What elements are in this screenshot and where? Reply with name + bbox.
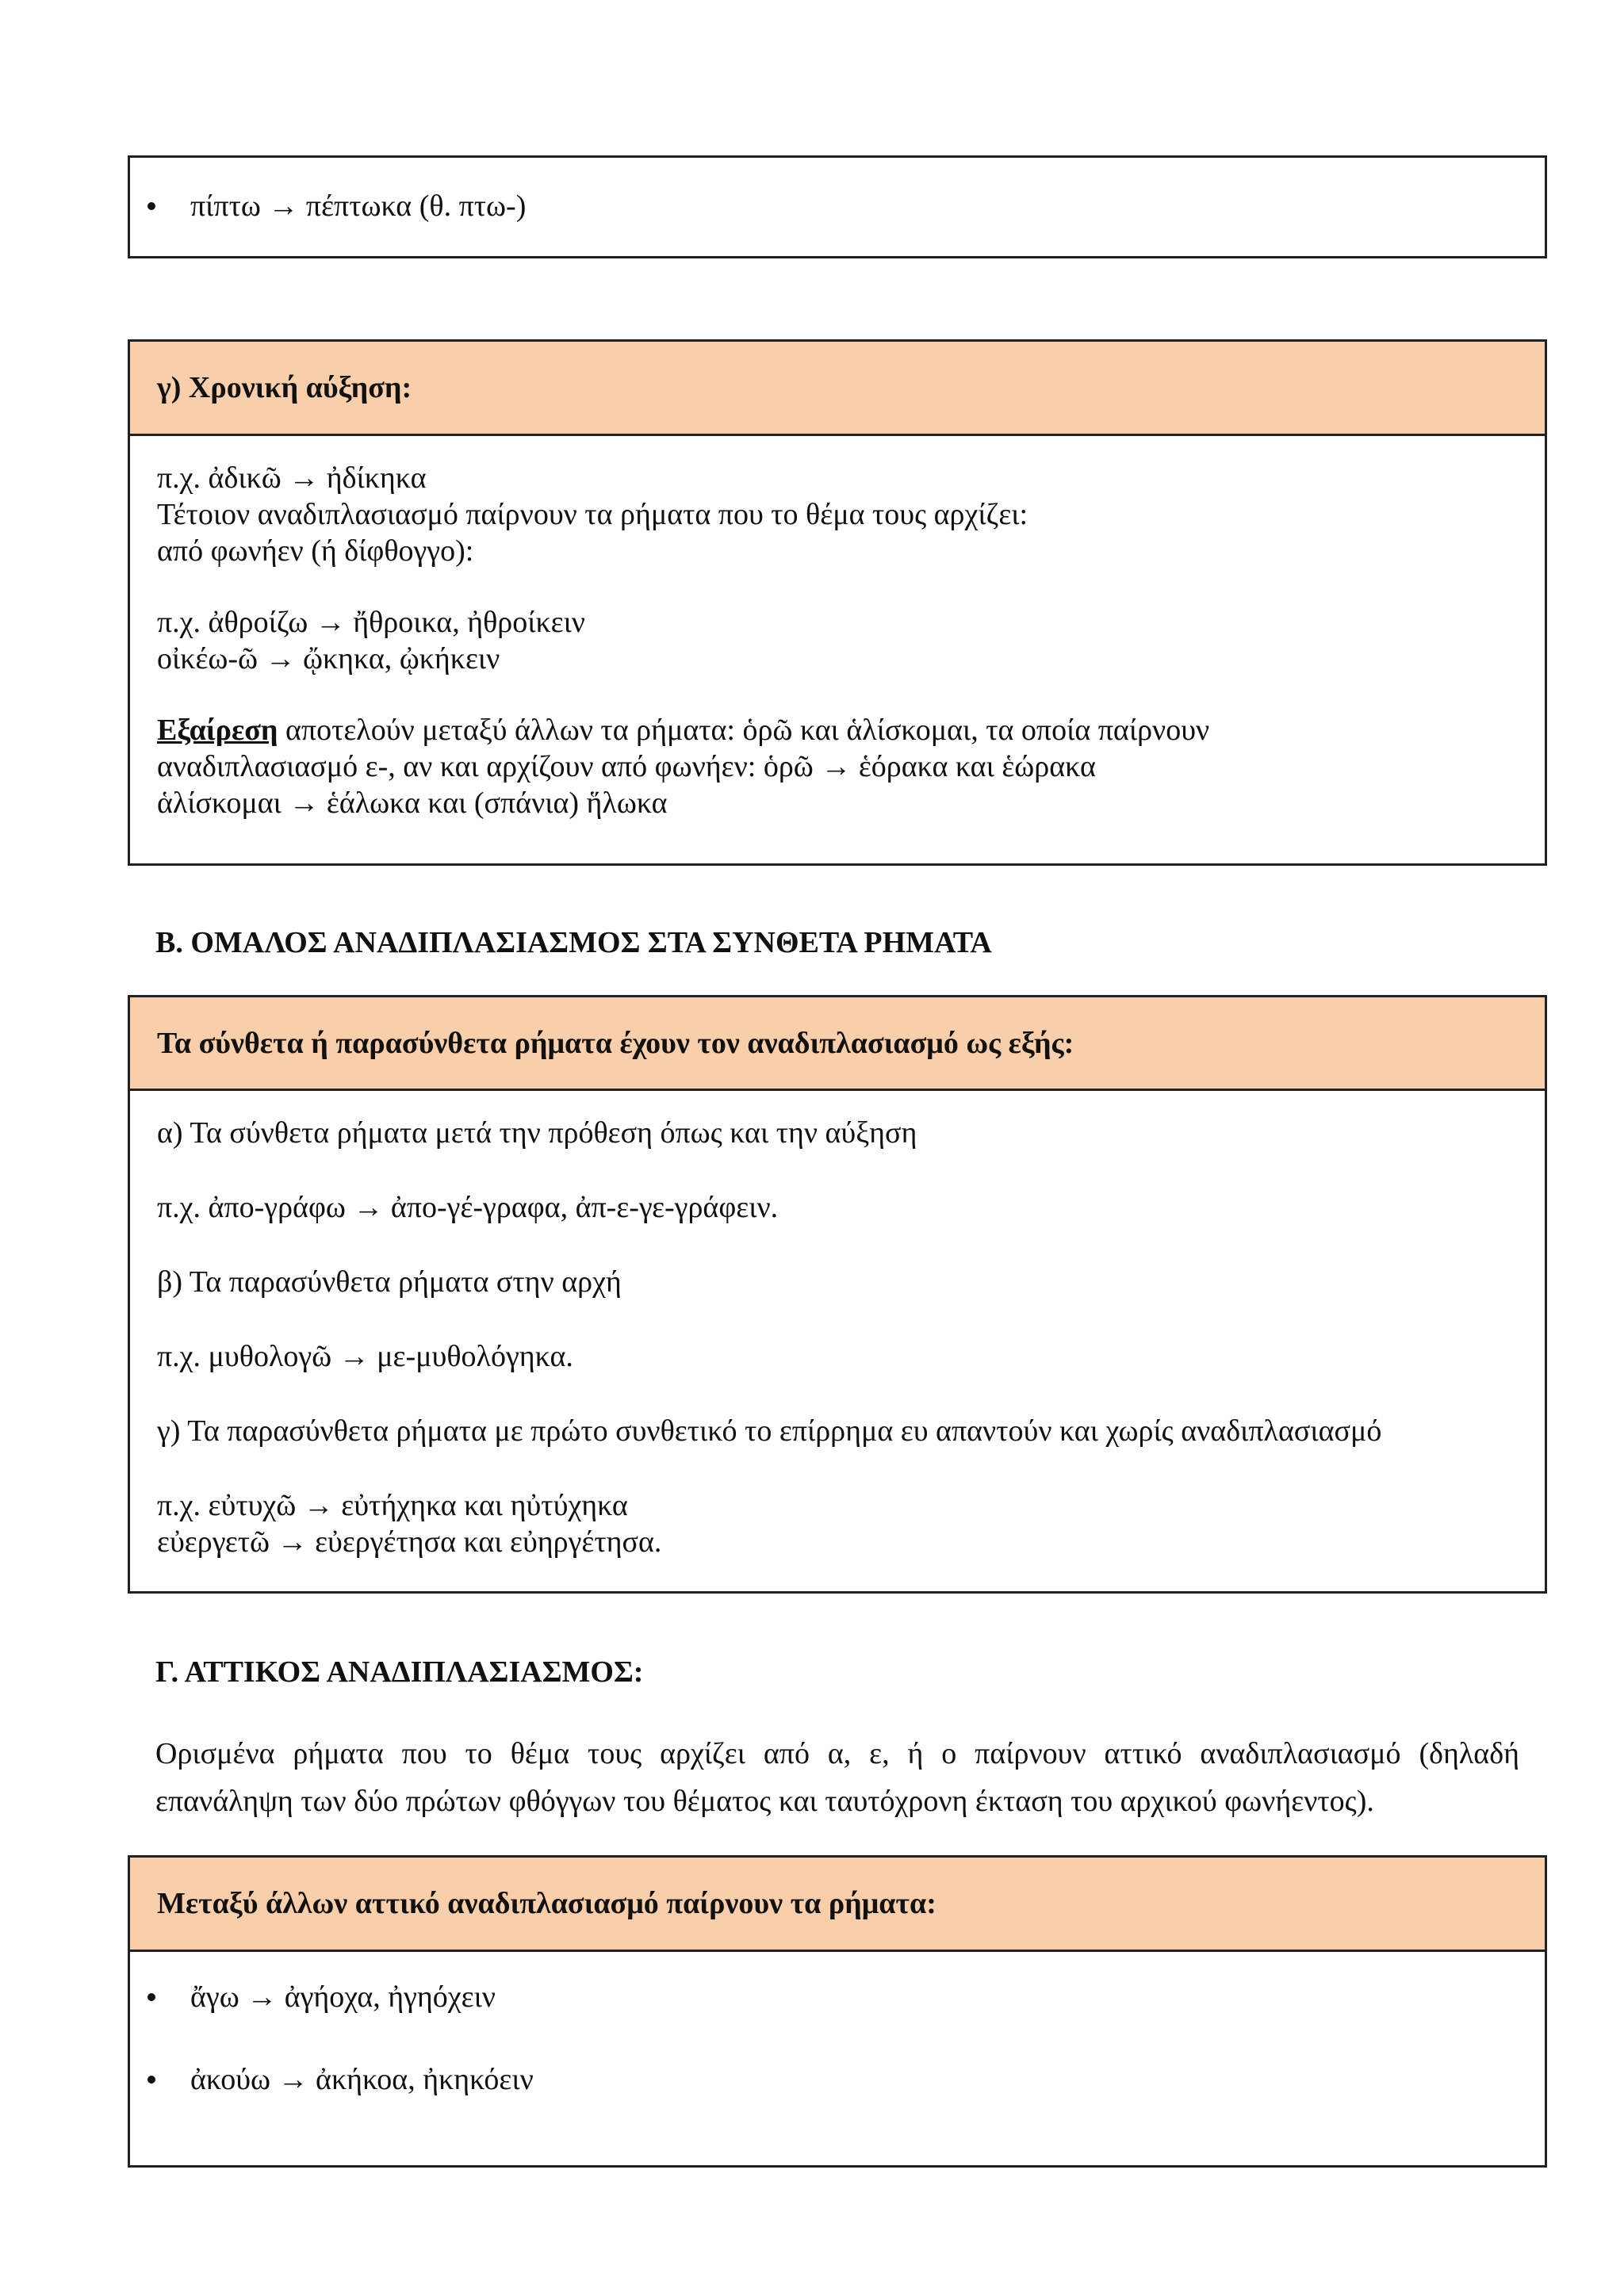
rule-line: γ) Τα παρασύνθετα ρήματα με πρώτο συνθετικό το επίρρημα ευ απαντούν και χωρίς αναδιπλασιασμό [157,1414,1382,1448]
list-item [130,188,1521,224]
box-continued-list [128,155,1547,258]
paragraph-line: Ορισμένα ρήματα που το θέμα τους αρχίζει από α, ε, ή ο παίρνουν αττικό αναδιπλασιασμό (δηλαδή [155,1737,1519,1770]
list-item-text: πίπτω → πέπτωκα (θ. πτω-) [190,189,527,223]
text-line: Τέτοιον αναδιπλασιασμό παίρνουν τα ρήματα που το θέμα τους αρχίζει: [157,498,1028,531]
text-line: από φωνήεν (ή δίφθογγο): [157,534,474,568]
rule-line: α) Τα σύνθετα ρήματα μετά την πρόθεση όπως και την αύξηση [157,1116,917,1150]
box-header [130,1858,1545,1952]
box-temporal-augment [128,339,1547,866]
example-line: π.χ. ἀθροίζω → ἤθροικα, ἠθροίκειν [157,606,585,639]
box-header-text: Μεταξύ άλλων αττικό αναδιπλασιασμό παίρνουν τα ρήματα: [157,1887,936,1920]
example-line: π.χ. εὐτυχῶ → εὐτήχηκα και ηὐτύχηκα [157,1489,628,1522]
example-line: π.χ. μυθολογῶ → με-μυθολόγηκα. [157,1340,573,1373]
bullet-icon [147,1993,155,2001]
list-item [130,1979,1521,2015]
exception-label: Εξαίρεση [157,714,278,747]
section-title: Β. ΟΜΑΛΟΣ ΑΝΑΔΙΠΛΑΣΙΑΣΜΟΣ ΣΤΑ ΣΥΝΘΕΤΑ ΡΗΜΑΤΑ [155,926,992,959]
exception-line [157,712,1521,748]
exception-text: αποτελούν μεταξύ άλλων τα ρήματα: ὁρῶ και ἁλίσκομαι, τα οποία παίρνουν [278,714,1210,747]
box-compound-verbs [128,995,1547,1594]
rule-line: β) Τα παρασύνθετα ρήματα στην αρχή [157,1265,622,1299]
box-header-text: γ) Χρονική αύξηση: [157,371,412,404]
list-item-text: ἄγω → ἀγήοχα, ἠγηόχειν [190,1980,496,2014]
list-item-text: ἀκούω → ἀκήκοα, ἠκηκόειν [190,2063,534,2096]
section-title: Γ. ΑΤΤΙΚΟΣ ΑΝΑΔΙΠΛΑΣΙΑΣΜΟΣ: [155,1655,644,1689]
example-line: π.χ. ἀδικῶ → ἠδίκηκα [157,461,427,495]
exception-line: ἁλίσκομαι → ἑάλωκα και (σπάνια) ἥλωκα [157,786,668,820]
box-header [130,997,1545,1091]
bullet-icon [147,202,155,210]
box-header [130,342,1545,436]
exception-line: αναδιπλασιασμό ε-, αν και αρχίζουν από φωνήεν: ὁρῶ → ἑόρακα και ἑώρακα [157,750,1096,783]
box-attic-verbs [128,1855,1547,2168]
paragraph-line: επανάληψη των δύο πρώτων φθόγγων του θέματος και ταυτόχρονη έκταση του αρχικού φωνήεντος). [155,1785,1374,1818]
list-item [130,2061,1521,2098]
example-line: π.χ. ἀπο-γράφω → ἀπο-γέ-γραφα, ἀπ-ε-γε-γράφειν. [157,1191,779,1224]
bullet-icon [147,2076,155,2084]
example-line: οἰκέω-ῶ → ᾤκηκα, ᾠκήκειν [157,642,500,675]
box-header-text: Τα σύνθετα ή παρασύνθετα ρήματα έχουν τον αναδιπλασιασμό ως εξής: [157,1026,1074,1060]
section-paragraph [155,1730,1519,1825]
example-line: εὐεργετῶ → εὐεργέτησα και εὐηργέτησα. [157,1525,662,1559]
